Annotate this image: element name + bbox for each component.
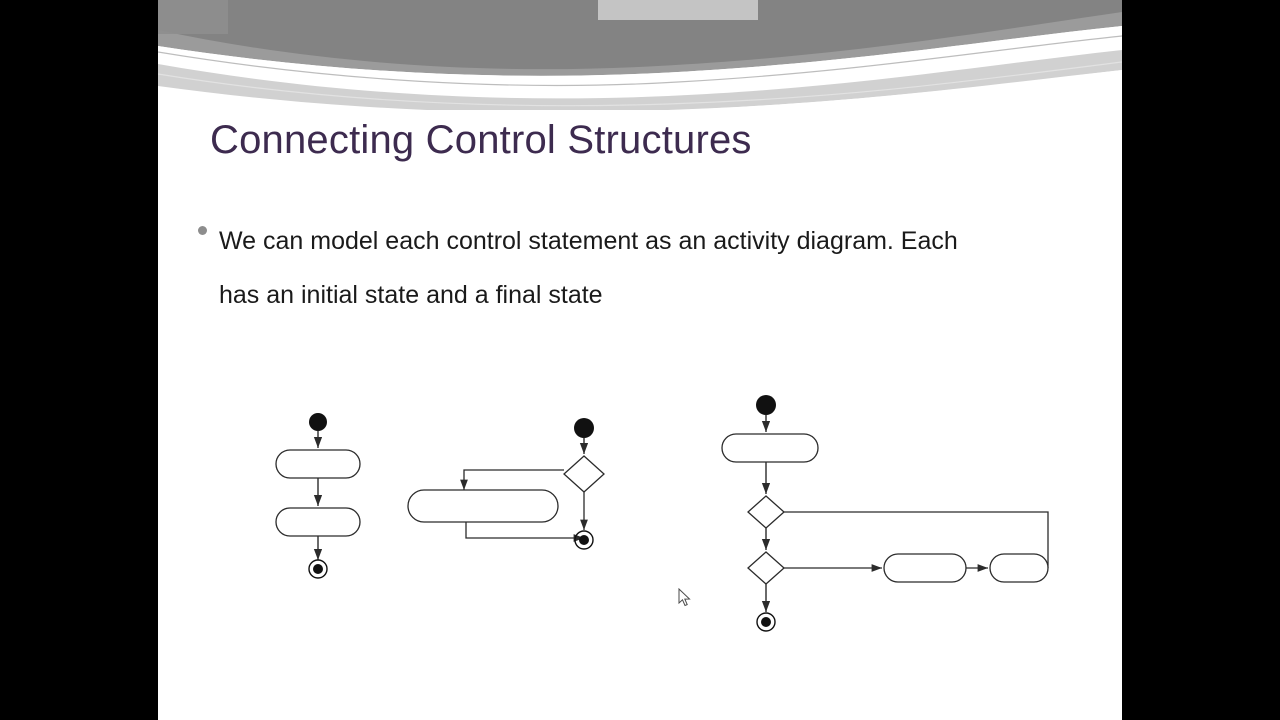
sequence-activity-diagram [276,413,360,578]
letterbox-right [1122,0,1280,720]
activity-diagrams [158,360,1122,680]
loop-activity-diagram [408,418,604,549]
bullet-text: We can model each control statement as an activity diagram. Each has an initial state and a final state [219,227,958,309]
bullet-dot-icon [198,226,207,235]
letterbox-left [0,0,158,720]
page-title: Connecting Control Structures [210,118,752,162]
mouse-pointer [678,588,692,608]
slide-banner-decoration [158,0,1122,110]
presentation-slide [158,0,1122,720]
bullet-item [198,214,1078,322]
if-else-activity-diagram [722,395,1048,631]
